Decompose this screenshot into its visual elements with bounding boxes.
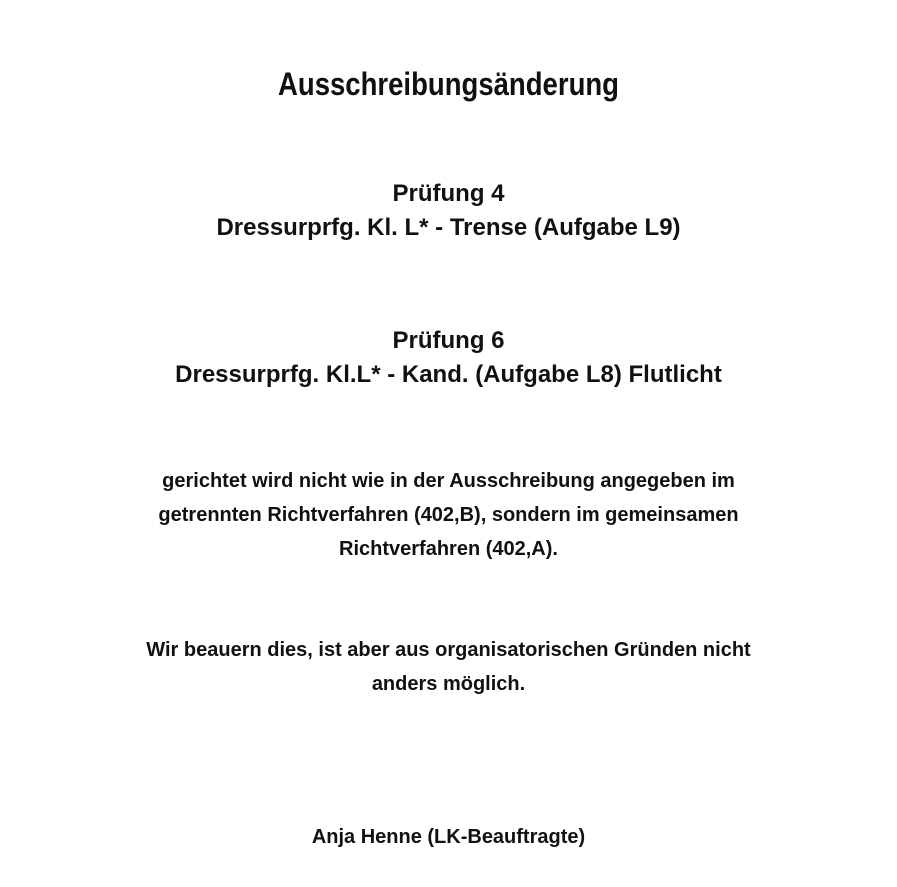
exam-number: Prüfung 4 [392, 180, 505, 207]
document-title: Ausschreibungsänderung [278, 66, 619, 102]
exam-block-4 [40, 177, 857, 245]
signature: Anja Henne (LK-Beauftragte) [311, 826, 586, 848]
paragraph-line: anders möglich. [371, 673, 526, 695]
paragraph-line: getrennten Richtverfahren (402,B), sondern im gemeinsamen [158, 504, 739, 526]
judging-change-paragraph [40, 464, 857, 566]
apology-paragraph [40, 633, 857, 701]
exam-block-6 [40, 324, 857, 392]
exam-name: Dressurprfg. Kl.L* - Kand. (Aufgabe L8) Flutlicht [175, 361, 722, 388]
paragraph-line: Wir beauern dies, ist aber aus organisatorischen Gründen nicht [146, 639, 751, 661]
exam-number: Prüfung 6 [392, 327, 505, 354]
paragraph-line: Richtverfahren (402,A). [339, 538, 558, 560]
exam-name: Dressurprfg. Kl. L* - Trense (Aufgabe L9) [216, 214, 681, 241]
paragraph-line: gerichtet wird nicht wie in der Ausschreibung angegeben im [162, 470, 735, 492]
